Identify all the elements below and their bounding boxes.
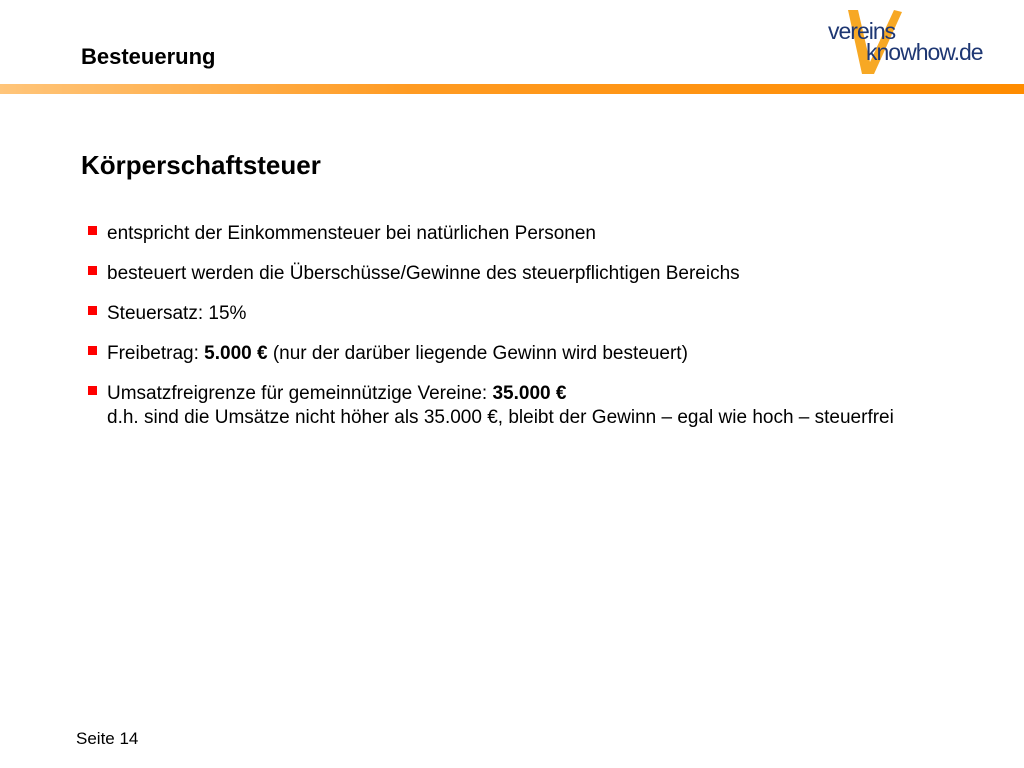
bullet-text: besteuert werden die Überschüsse/Gewinne des steuerpflichtigen Bereichs bbox=[107, 263, 740, 284]
bullet-list bbox=[88, 222, 968, 446]
bullet-item bbox=[88, 222, 968, 246]
bullet-item bbox=[88, 262, 968, 286]
page-number: Seite 14 bbox=[76, 729, 139, 748]
bullet-text: Steuersatz: 15% bbox=[107, 303, 247, 324]
square-bullet-icon bbox=[88, 386, 97, 395]
slide-section-title: Besteuerung bbox=[81, 44, 216, 69]
bullet-item bbox=[88, 382, 968, 430]
square-bullet-icon bbox=[88, 266, 97, 275]
bullet-item bbox=[88, 342, 968, 366]
bullet-item bbox=[88, 302, 968, 326]
square-bullet-icon bbox=[88, 306, 97, 315]
header-divider-bar bbox=[0, 84, 1024, 94]
bullet-line-2: d.h. sind die Umsätze nicht höher als 35.000 €, bleibt der Gewinn – egal wie hoch – steuerfrei bbox=[107, 407, 894, 428]
bullet-text: entspricht der Einkommensteuer bei natürlichen Personen bbox=[107, 223, 596, 244]
bullet-text-prefix: Freibetrag: bbox=[107, 343, 205, 364]
logo-word-vereins: vereins bbox=[828, 18, 896, 44]
bullet-amount: 5.000 € bbox=[204, 343, 268, 364]
page-title: Körperschaftsteuer bbox=[81, 150, 321, 180]
square-bullet-icon bbox=[88, 226, 97, 235]
bullet-text-prefix: Umsatzfreigrenze für gemeinnützige Vereine: bbox=[107, 383, 493, 404]
bullet-amount: 35.000 € bbox=[492, 383, 567, 404]
bullet-text-suffix: (nur der darüber liegende Gewinn wird besteuert) bbox=[267, 343, 688, 364]
vereinsknowhow-logo bbox=[826, 8, 986, 80]
bullet-line-1 bbox=[107, 382, 968, 406]
logo-word-knowhow: knowhow.de bbox=[866, 39, 983, 65]
square-bullet-icon bbox=[88, 346, 97, 355]
